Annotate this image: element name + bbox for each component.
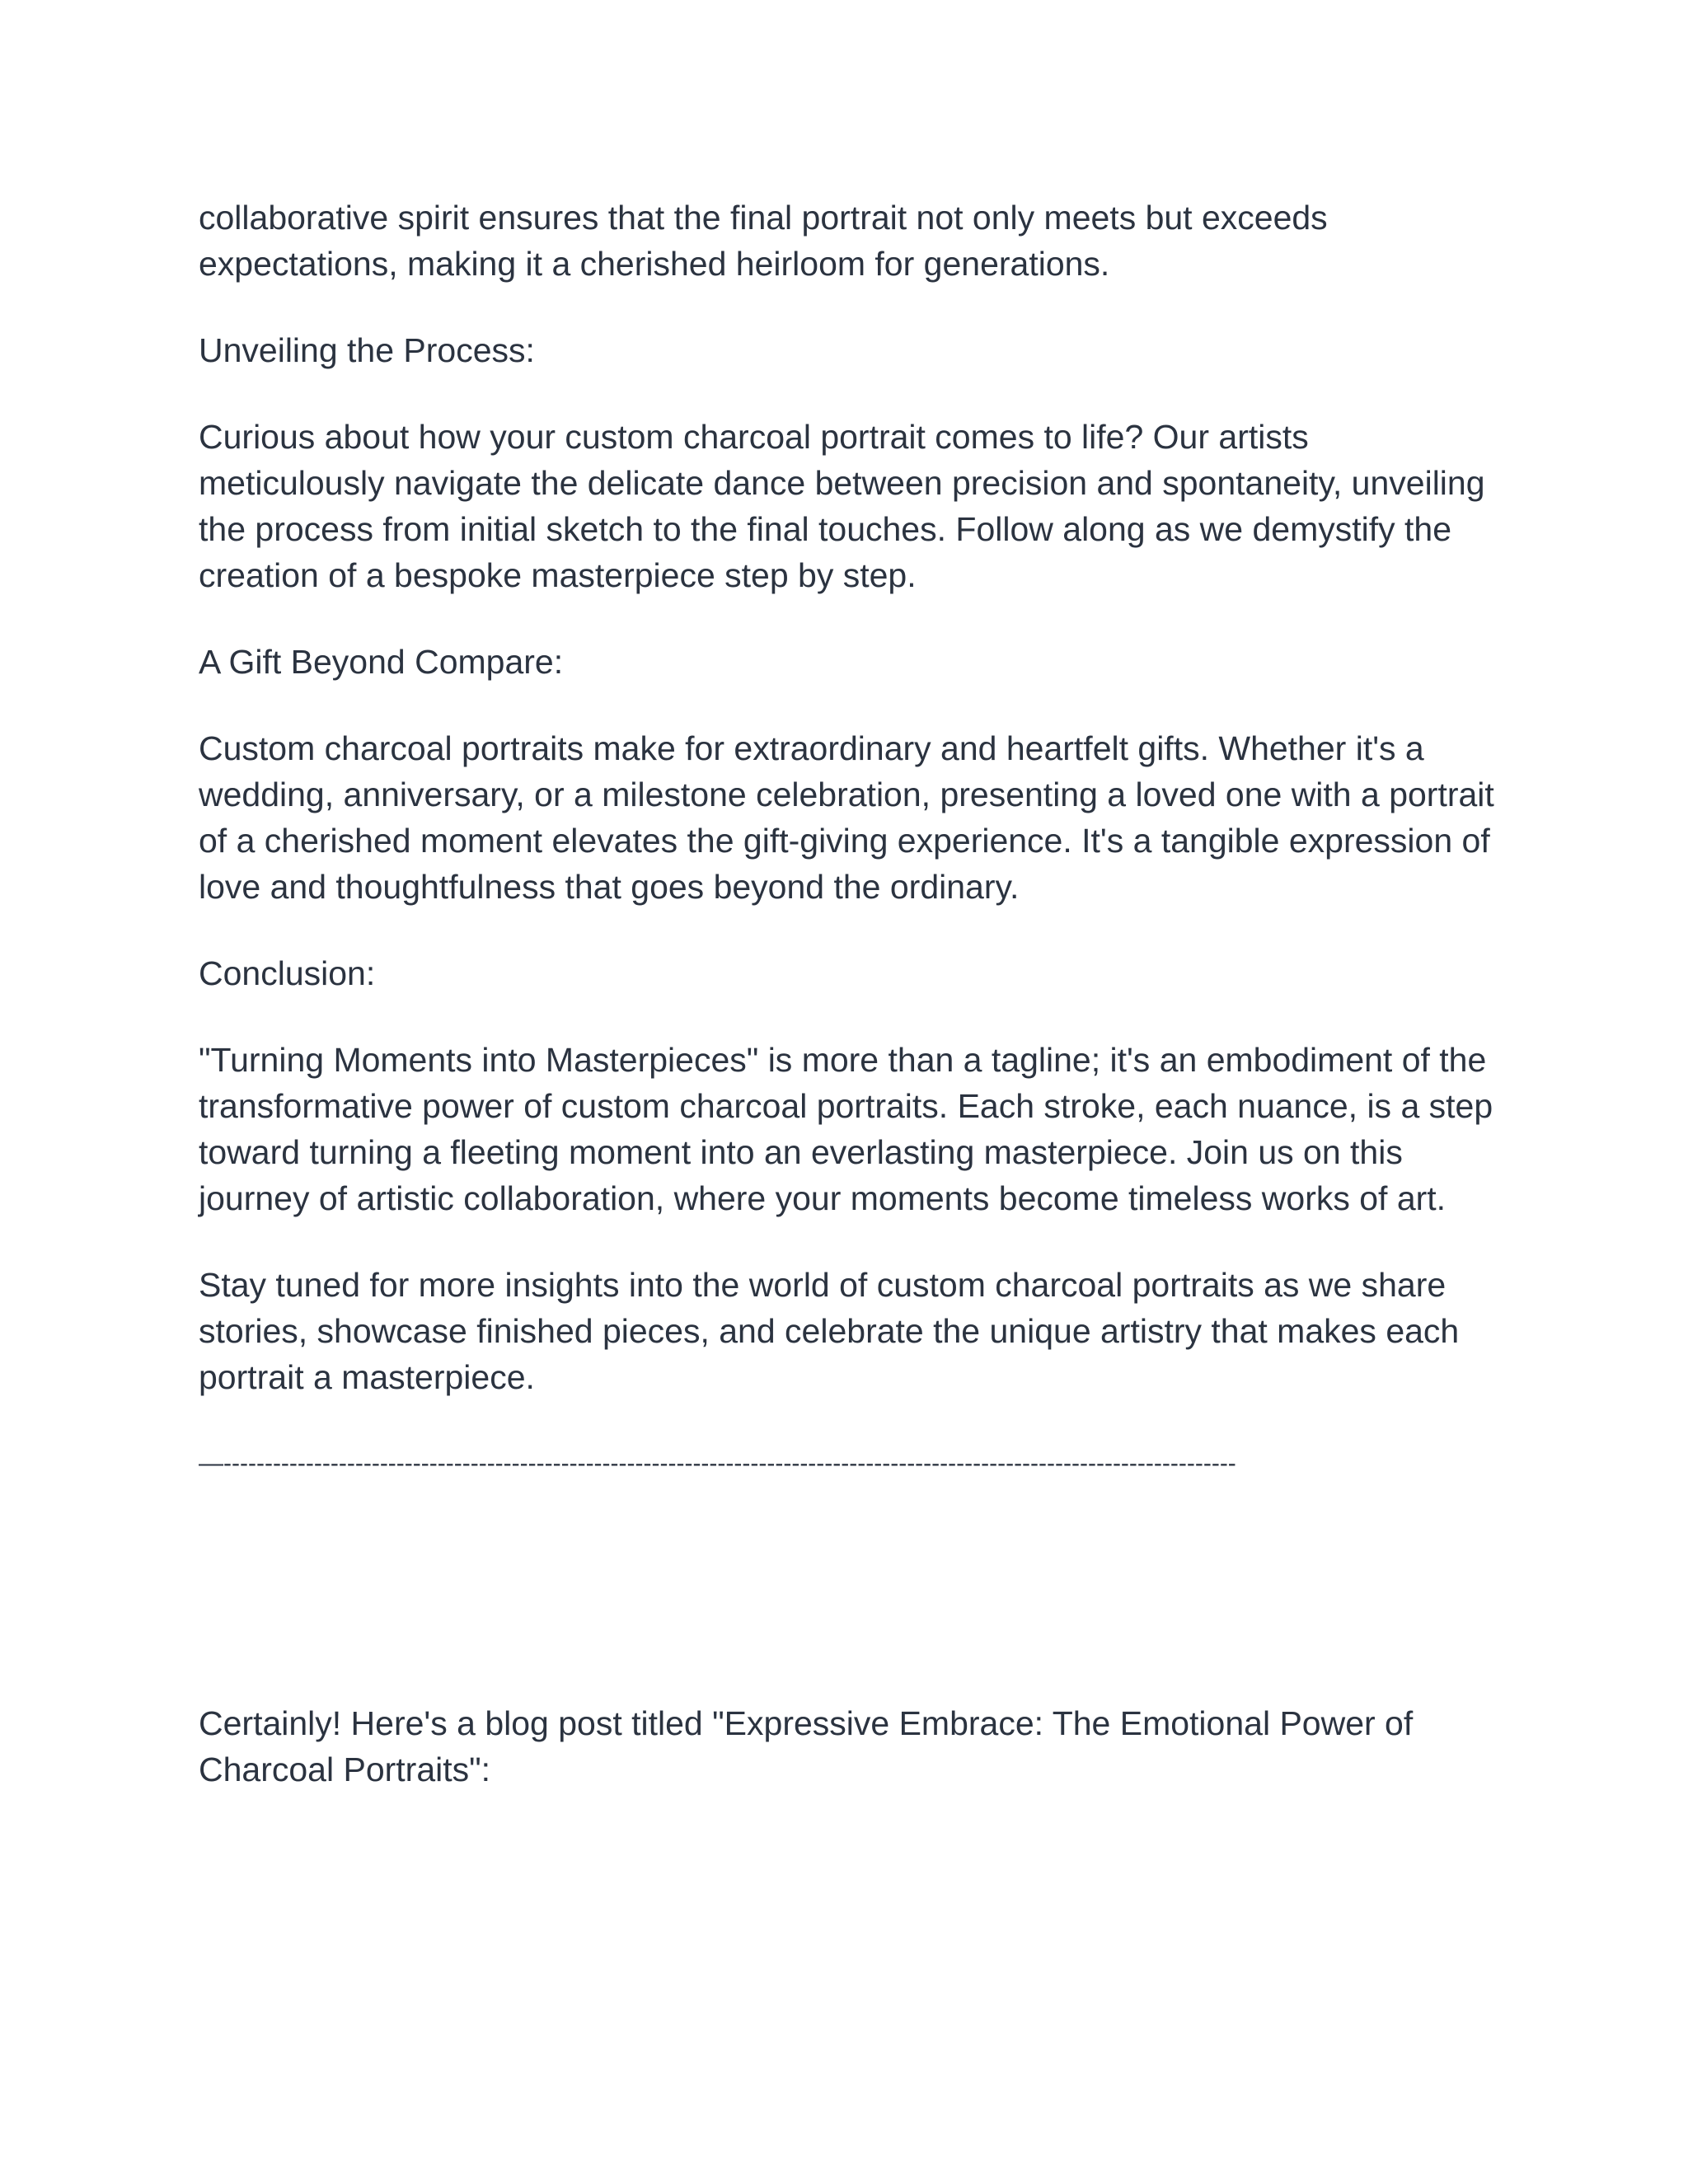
paragraph-heirloom: collaborative spirit ensures that the final portrait not only meets but exceeds expectations, making it a cherished heirloom for generations. [199, 199, 1328, 283]
blank-space [199, 1527, 1501, 1700]
paragraph-closing: Certainly! Here's a blog post titled "Expressive Embrace: The Emotional Power of Charcoal Portraits": [199, 1704, 1414, 1788]
paragraph-gift: Custom charcoal portraits make for extraordinary and heartfelt gifts. Whether it's a wedding, anniversary, or a milestone celebration, presenting a loved one with a portrait of a cherished moment elevates the gift-giving experience. It's a tangible expression of love and thoughtfulness that goes beyond the ordinary. [199, 729, 1494, 906]
paragraph-process: Curious about how your custom charcoal portrait comes to life? Our artists meticulously navigate the delicate dance between precision and spontaneity, unveiling the process from initial sketch to the final touches. Follow along as we demystify the creation of a bespoke masterpiece step by step. [199, 418, 1485, 594]
paragraph-conclusion: "Turning Moments into Masterpieces" is more than a tagline; it's an embodiment of the transformative power of custom charcoal portraits. Each stroke, each nuance, is a step toward turning a fleeting moment into an everlasting masterpiece. Join us on this journey of artistic collaboration, where your moments become timeless works of art. [199, 1041, 1493, 1217]
document-body [199, 194, 1501, 1833]
divider-line: —--------------------------------------------------------------------------------------------------------------------------- [199, 1450, 1236, 1477]
heading-conclusion: Conclusion: [199, 954, 376, 992]
paragraph-stay-tuned: Stay tuned for more insights into the world of custom charcoal portraits as we share stories, showcase finished pieces, and celebrate the unique artistry that makes each portrait a masterpiece. [199, 1266, 1460, 1396]
heading-unveiling-process: Unveiling the Process: [199, 331, 535, 369]
heading-gift-beyond-compare: A Gift Beyond Compare: [199, 643, 564, 681]
